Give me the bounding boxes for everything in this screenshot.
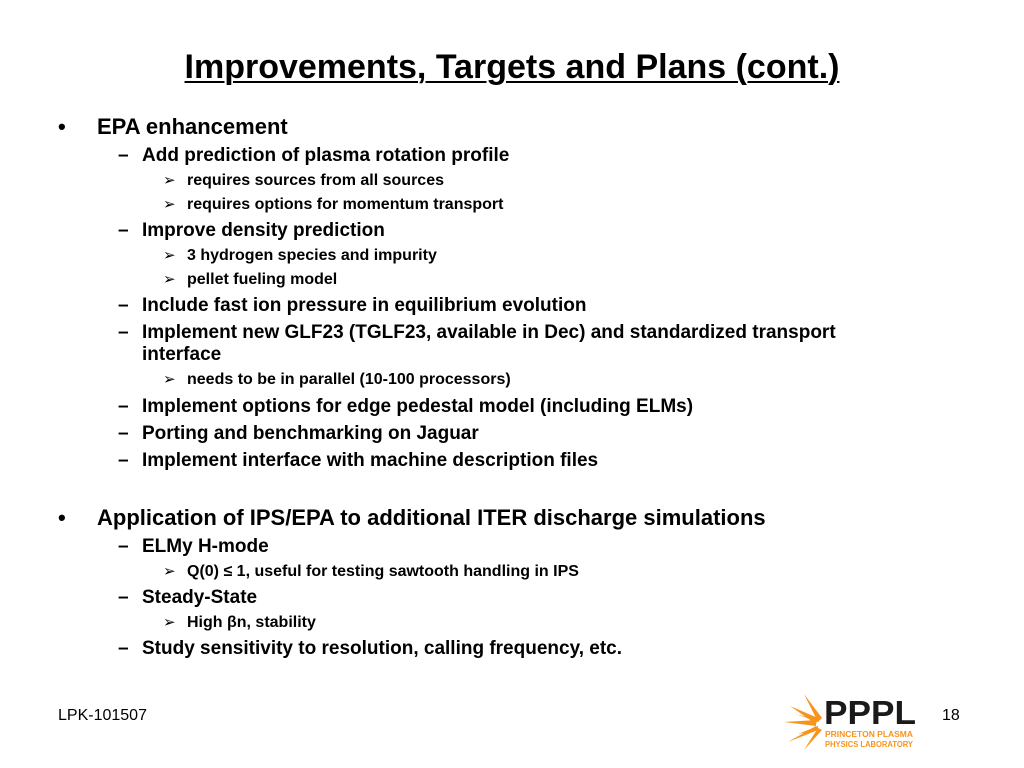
bullet-text: Study sensitivity to resolution, calling frequency, etc. <box>142 638 623 659</box>
logo-line-2: PHYSICS LABORATORY <box>825 740 914 749</box>
dash-marker: – <box>118 536 129 557</box>
bullet-text: Improve density prediction <box>142 220 385 241</box>
bullet-text: requires sources from all sources <box>187 172 444 189</box>
pppl-logo <box>782 692 922 752</box>
dash-marker: – <box>118 322 129 343</box>
dash-marker: – <box>118 450 129 471</box>
dash-marker: – <box>118 145 129 166</box>
bullet-text: Implement interface with machine description files <box>142 450 599 471</box>
logo-wordmark: PPPL <box>824 694 916 731</box>
bullet-text: 3 hydrogen species and impurity <box>187 247 437 264</box>
dash-marker: – <box>118 295 129 316</box>
arrow-marker-icon: ➢ <box>163 271 176 288</box>
bullet-marker: • <box>58 505 66 530</box>
arrow-marker-icon: ➢ <box>163 371 176 388</box>
bullet-text: requires options for momentum transport <box>187 196 504 213</box>
bullet-text: pellet fueling model <box>187 271 338 288</box>
dash-marker: – <box>118 587 129 608</box>
bullet-text: Implement new GLF23 (TGLF23, available in Dec) and standardized transport interface <box>142 322 836 365</box>
bullet-text: Include fast ion pressure in equilibrium evolution <box>142 295 587 316</box>
bullet-text: Implement options for edge pedestal model (including ELMs) <box>142 396 694 417</box>
bullet-text: High βn, stability <box>187 614 316 631</box>
bullet-text: Application of IPS/EPA to additional ITER discharge simulations <box>97 505 766 530</box>
arrow-marker-icon: ➢ <box>163 614 176 631</box>
bullet-text: Porting and benchmarking on Jaguar <box>142 423 479 444</box>
dash-marker: – <box>118 396 129 417</box>
bullet-text: Add prediction of plasma rotation profile <box>142 145 510 166</box>
dash-marker: – <box>118 423 129 444</box>
bullet-text: ELMy H-mode <box>142 536 269 557</box>
page-number: 18 <box>942 707 960 724</box>
bullet-text: EPA enhancement <box>97 114 288 139</box>
logo-line-1: PRINCETON PLASMA <box>825 730 914 739</box>
page-title: Improvements, Targets and Plans (cont.) <box>184 48 840 86</box>
arrow-marker-icon: ➢ <box>163 196 176 213</box>
bullet-text: needs to be in parallel (10-100 processors) <box>187 371 511 388</box>
footer-label: LPK-101507 <box>58 707 147 724</box>
bullet-text: Steady-State <box>142 587 258 608</box>
dash-marker: – <box>118 638 129 659</box>
starburst-icon <box>784 694 822 750</box>
bullet-text: Q(0) ≤ 1, useful for testing sawtooth handling in IPS <box>187 563 579 580</box>
arrow-marker-icon: ➢ <box>163 172 176 189</box>
arrow-marker-icon: ➢ <box>163 563 176 580</box>
arrow-marker-icon: ➢ <box>163 247 176 264</box>
bullet-marker: • <box>58 114 66 139</box>
dash-marker: – <box>118 220 129 241</box>
